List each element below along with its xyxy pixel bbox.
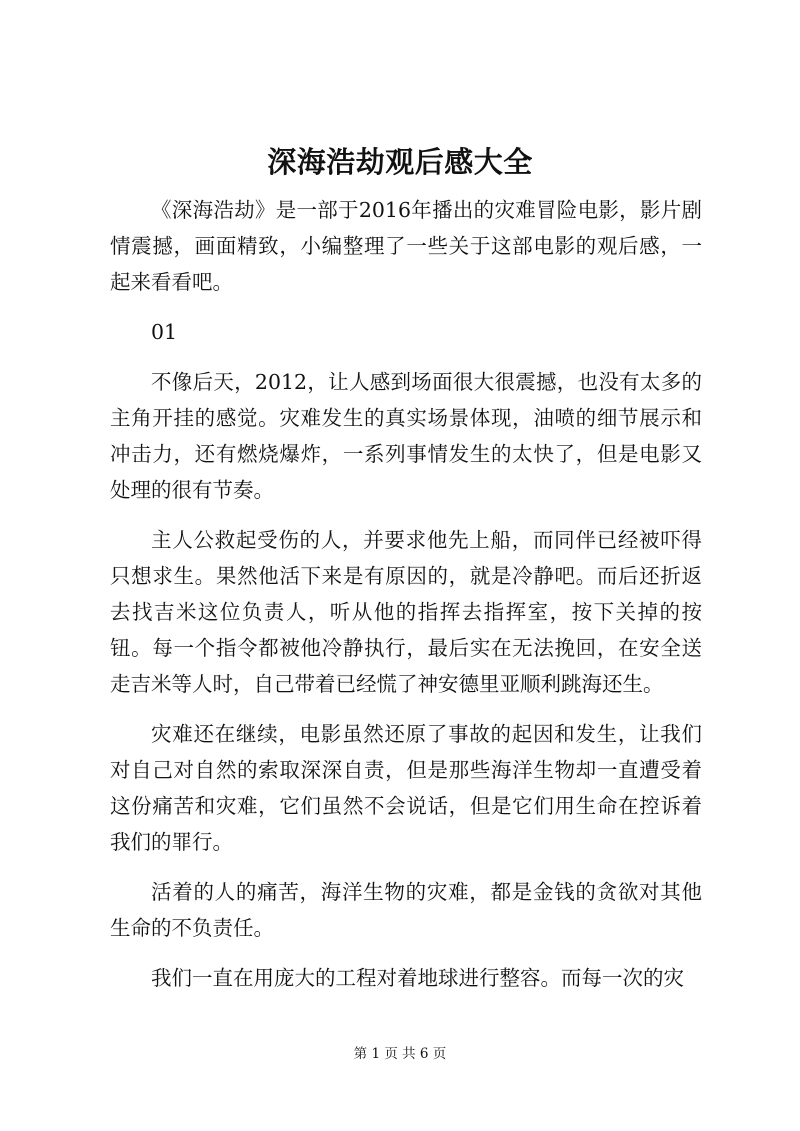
paragraph: 不像后天，2012，让人感到场面很大很震撼，也没有太多的主角开挂的感觉。灾难发生的真实场景体现，油喷的细节展示和冲击力，还有燃烧爆炸，一系列事情发生的太快了，但是电影又处理的很有节奏。 bbox=[110, 370, 702, 502]
paragraph: 灾难还在继续，电影虽然还原了事故的起因和发生，让我们对自己对自然的索取深深自责，但是那些海洋生物却一直遭受着这份痛苦和灾难，它们虽然不会说话，但是它们用生命在控诉着我们的罪行。 bbox=[110, 722, 702, 854]
section-number: 01 bbox=[151, 320, 178, 344]
document-body bbox=[110, 192, 702, 1010]
paragraph: 活着的人的痛苦，海洋生物的灾难，都是金钱的贪欲对其他生命的不负责任。 bbox=[110, 880, 702, 940]
document-title: 深海浩劫观后感大全 bbox=[267, 145, 533, 179]
paragraph: 我们一直在用庞大的工程对着地球进行整容。而每一次的灾 bbox=[151, 966, 684, 990]
paragraph: 主人公救起受伤的人，并要求他先上船，而同伴已经被吓得只想求生。果然他活下来是有原因的，就是冷静吧。而后还折返去找吉米这位负责人，听从他的指挥去指挥室，按下关掉的按钮。每一个指令都被他冷静执行，最后实在无法挽回，在安全送走吉米等人时，自己带着已经慌了神安德里亚顺利跳海还生。 bbox=[110, 528, 702, 696]
page-footer: 第 1 页 共 6 页 bbox=[353, 1046, 447, 1062]
paragraph-intro: 《深海浩劫》是一部于2016年播出的灾难冒险电影，影片剧情震撼，画面精致，小编整理了一些关于这部电影的观后感，一起来看看吧。 bbox=[110, 198, 702, 294]
